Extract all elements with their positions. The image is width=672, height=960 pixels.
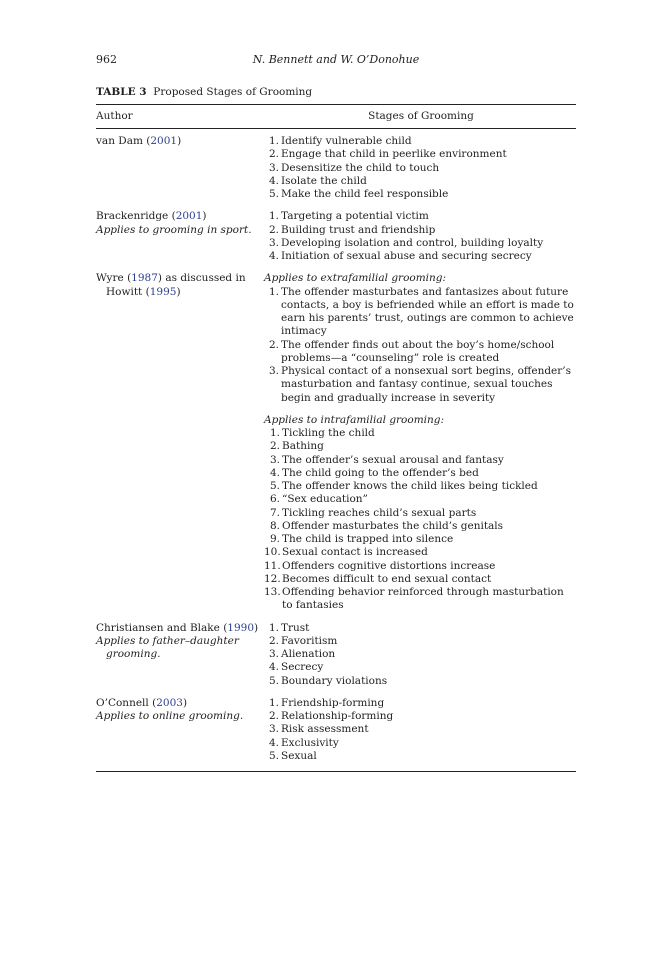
list-item: 1. Trust xyxy=(268,621,310,634)
stages-cell xyxy=(264,697,576,763)
author-name: Christiansen and Blake xyxy=(96,621,220,634)
subgroup-title: Applies to extrafamilial grooming: xyxy=(264,272,447,285)
list-item: 5. The offender knows the child likes being tickled xyxy=(269,480,538,492)
table-row xyxy=(96,697,576,763)
list-item: 2. Building trust and friendship xyxy=(268,223,436,236)
citation-link[interactable]: 2001 xyxy=(150,135,178,147)
citation-link[interactable]: 1995 xyxy=(149,285,177,298)
table-row xyxy=(96,622,576,688)
stages-cell xyxy=(264,622,576,688)
list-item: 13. Offending behavior reinforced through masturbation to fantasies xyxy=(264,586,564,612)
stages-cell xyxy=(264,210,576,263)
table-label: TABLE 3 xyxy=(96,86,147,98)
list-item: 2. Relationship-forming xyxy=(268,710,394,722)
table-bottom-rule xyxy=(96,771,576,772)
author-cell: Brackenridge (2001) Applies to grooming in sport. xyxy=(96,210,264,263)
stages-cell xyxy=(264,135,576,201)
table-row xyxy=(96,210,576,263)
list-item: 4. The child going to the offender’s bed xyxy=(269,466,479,479)
list-item: 3. Alienation xyxy=(268,648,336,660)
list-item: 2. Bathing xyxy=(269,440,324,453)
table-row xyxy=(96,272,576,612)
citation-link[interactable]: 1990 xyxy=(227,621,255,634)
page-number: 962 xyxy=(96,53,117,66)
list-item: 9. The child is trapped into silence xyxy=(269,533,454,545)
table-header-rule xyxy=(96,128,576,129)
author-note: grooming. xyxy=(106,648,161,660)
author-cell: Christiansen and Blake (1990) Applies to father–daughter grooming. xyxy=(96,622,264,688)
list-item: 5. Boundary violations xyxy=(268,674,388,687)
author-cell: Wyre (1987) as discussed in Howitt (1995) xyxy=(96,272,246,298)
list-item: 1. Targeting a potential victim xyxy=(268,210,429,223)
list-item: 1. Tickling the child xyxy=(269,427,375,439)
author-cell: O’Connell (2003) Applies to online grooming. xyxy=(96,697,264,763)
list-item: 1. Identify vulnerable child xyxy=(268,135,412,147)
table-caption xyxy=(96,86,312,98)
list-item: 3. Desensitize the child to touch xyxy=(268,161,440,174)
column-header-stages: Stages of Grooming xyxy=(368,110,474,122)
subgroup-title: Applies to intrafamilial grooming: xyxy=(264,413,445,426)
page-header xyxy=(96,53,576,69)
author-note: Applies to online grooming. xyxy=(96,710,244,722)
author-note: Applies to father–daughter xyxy=(96,634,239,647)
table-top-rule xyxy=(96,104,576,105)
list-item: 2. Engage that child in peerlike environment xyxy=(268,148,507,161)
list-item: 3. Developing isolation and control, building loyalty xyxy=(268,236,544,249)
list-item: 8. Offender masturbates the child’s genitals xyxy=(269,519,504,532)
table-body xyxy=(96,134,576,772)
list-item: 1. Friendship-forming xyxy=(268,696,385,709)
list-item: 11. Offenders cognitive distortions increase xyxy=(264,559,496,572)
citation-link[interactable]: 2001 xyxy=(175,210,203,223)
table-title: Proposed Stages of Grooming xyxy=(153,86,313,98)
author-note: Applies to grooming in sport. xyxy=(96,223,252,236)
list-item: 3. Physical contact of a nonsexual sort begins, offender’s masturbation and fantasy continue, sexual touches begin and gradually increase in severity xyxy=(268,365,572,404)
list-item: 10. Sexual contact is increased xyxy=(264,546,428,559)
list-item: 5. Make the child feel responsible xyxy=(268,188,449,200)
list-item: 12. Becomes difficult to end sexual contact xyxy=(264,572,492,585)
table-row xyxy=(96,135,576,201)
list-item: 1. The offender masturbates and fantasizes about future contacts, a boy is befriended while an effort is made to earn his parents’ trust, outings are common to achieve intimacy xyxy=(268,285,574,338)
list-item: 4. Exclusivity xyxy=(268,736,339,749)
list-item: 4. Secrecy xyxy=(268,661,324,674)
author-name: van Dam xyxy=(96,135,143,147)
list-item: 4. Initiation of sexual abuse and securing secrecy xyxy=(268,250,532,262)
list-item: 4. Isolate the child xyxy=(268,174,367,187)
author-cell: van Dam (2001) xyxy=(96,135,182,147)
column-header-author: Author xyxy=(96,110,133,122)
list-item: 3. The offender’s sexual arousal and fantasy xyxy=(269,453,504,466)
author-name: Howitt xyxy=(106,285,143,298)
list-item: 5. Sexual xyxy=(268,749,317,762)
citation-link[interactable]: 1987 xyxy=(131,272,158,285)
list-item: 3. Risk assessment xyxy=(268,723,369,736)
list-item: 7. Tickling reaches child’s sexual parts xyxy=(269,506,477,519)
list-item: 6. “Sex education” xyxy=(269,493,368,506)
author-name: O’Connell xyxy=(96,696,149,709)
citation-link[interactable]: 2003 xyxy=(156,696,183,709)
list-item: 2. Favoritism xyxy=(268,634,338,647)
list-item: 2. The offender finds out about the boy’s home/school problems—a “counseling” role is created xyxy=(268,338,555,364)
running-head: N. Bennett and W. O’Donohue xyxy=(252,53,420,66)
author-name: Wyre xyxy=(96,272,124,285)
author-name: Brackenridge xyxy=(96,210,169,223)
stages-cell xyxy=(264,272,576,612)
